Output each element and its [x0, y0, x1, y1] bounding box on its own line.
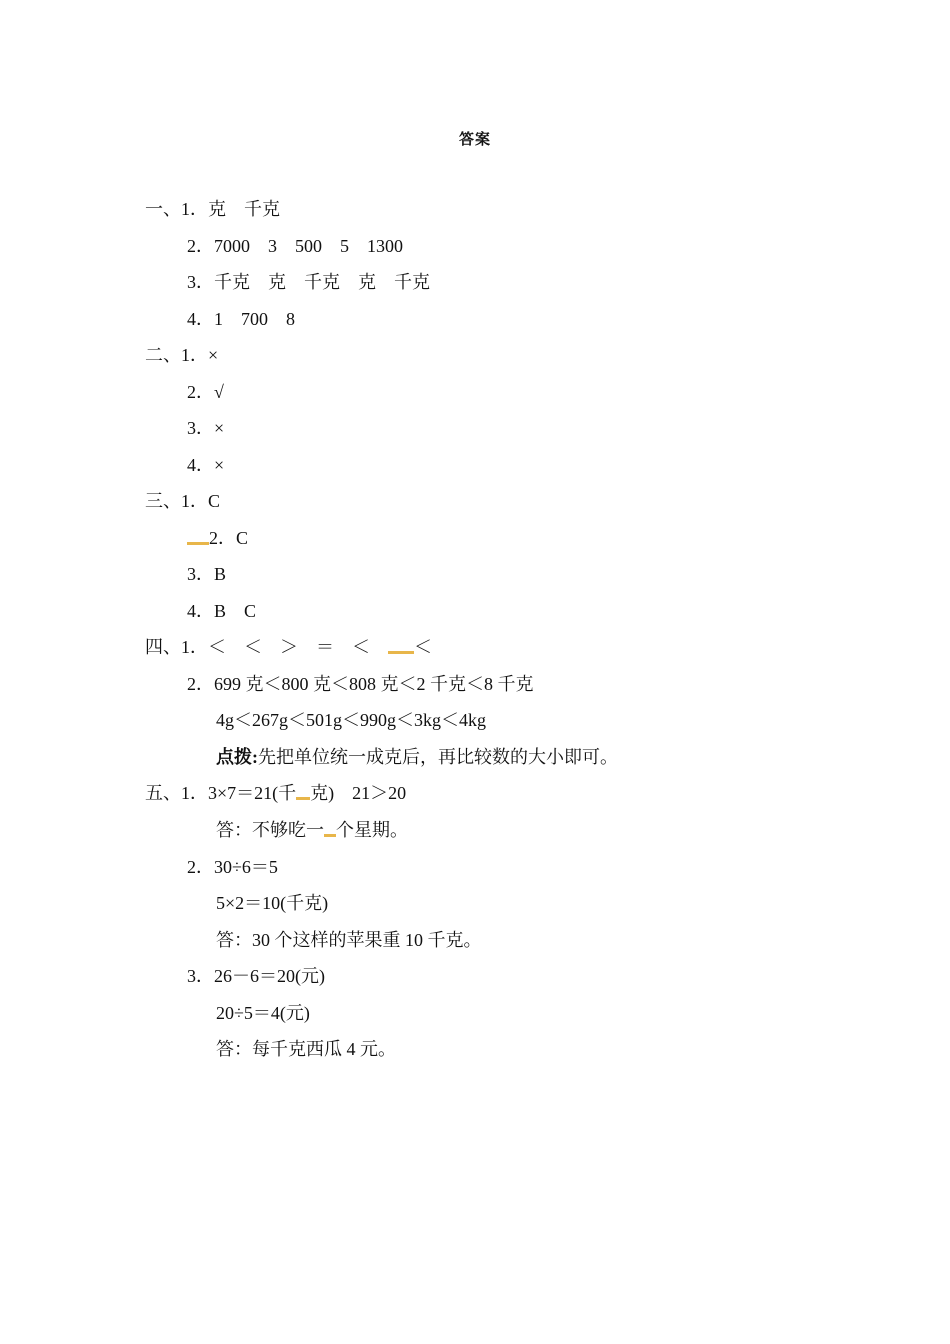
answer-1-2: 2．7000 3 500 5 1300: [187, 236, 403, 256]
answer-2-4: 4．×: [187, 455, 225, 475]
answer-5-3-reply: 答：每千克西瓜 4 元。: [216, 1039, 396, 1059]
highlight-mark: [187, 542, 209, 545]
answer-4-1: 四、1．＜ ＜ ＞ ＝ ＜: [145, 637, 388, 657]
answer-1-1: 一、1．克 千克: [145, 199, 280, 219]
answer-5-2-calc: 5×2＝10(千克): [216, 893, 329, 913]
answer-1-4: 4．1 700 8: [187, 309, 295, 329]
tip-text: 先把单位统一成克后，再比较数的大小即可。: [258, 747, 618, 767]
answer-3-3: 3．B: [187, 564, 227, 584]
answer-2-2: 2．√: [187, 382, 224, 402]
page-title: 答案: [458, 132, 491, 148]
answer-3-1: 三、1．C: [145, 491, 221, 511]
highlight-mark: [388, 651, 414, 654]
answer-5-2: 2．30÷6＝5: [187, 857, 278, 877]
answer-1-3: 3．千克 克 千克 克 千克: [187, 272, 430, 292]
answer-5-1-reply: 答：不够吃一: [216, 820, 324, 840]
answer-5-1: 五、1．3×7＝21(千: [145, 783, 297, 803]
answer-3-2-row: [187, 525, 248, 551]
answer-4-1-row: [145, 634, 432, 660]
answer-4-2: 2．699 克＜800 克＜808 克＜2 千克＜8 千克: [187, 674, 534, 694]
answer-2-3: 3．×: [187, 418, 225, 438]
answer-3-2: 2．C: [209, 528, 249, 548]
answer-4-1-end: ＜: [414, 637, 432, 657]
answer-5-1-row: [145, 780, 406, 806]
highlight-mark: [324, 834, 336, 837]
tip-label: 点拨:: [216, 747, 258, 767]
answer-3-4: 4．B C: [187, 601, 257, 621]
answer-4-tip-row: [216, 744, 618, 770]
highlight-mark: [296, 797, 310, 800]
answer-4-2-grams: 4g＜267g＜501g＜990g＜3kg＜4kg: [216, 710, 486, 730]
answer-5-3-calc: 20÷5＝4(元): [216, 1003, 310, 1023]
answer-5-2-reply: 答：30 个这样的苹果重 10 千克。: [216, 930, 482, 950]
answer-5-1-reply-row: [216, 817, 408, 843]
answer-5-3: 3．26－6＝20(元): [187, 966, 325, 986]
answer-5-1-reply-end: 个星期。: [336, 820, 408, 840]
answer-5-1-end: 克) 21＞20: [310, 783, 407, 803]
answer-2-1: 二、1．×: [145, 345, 219, 365]
